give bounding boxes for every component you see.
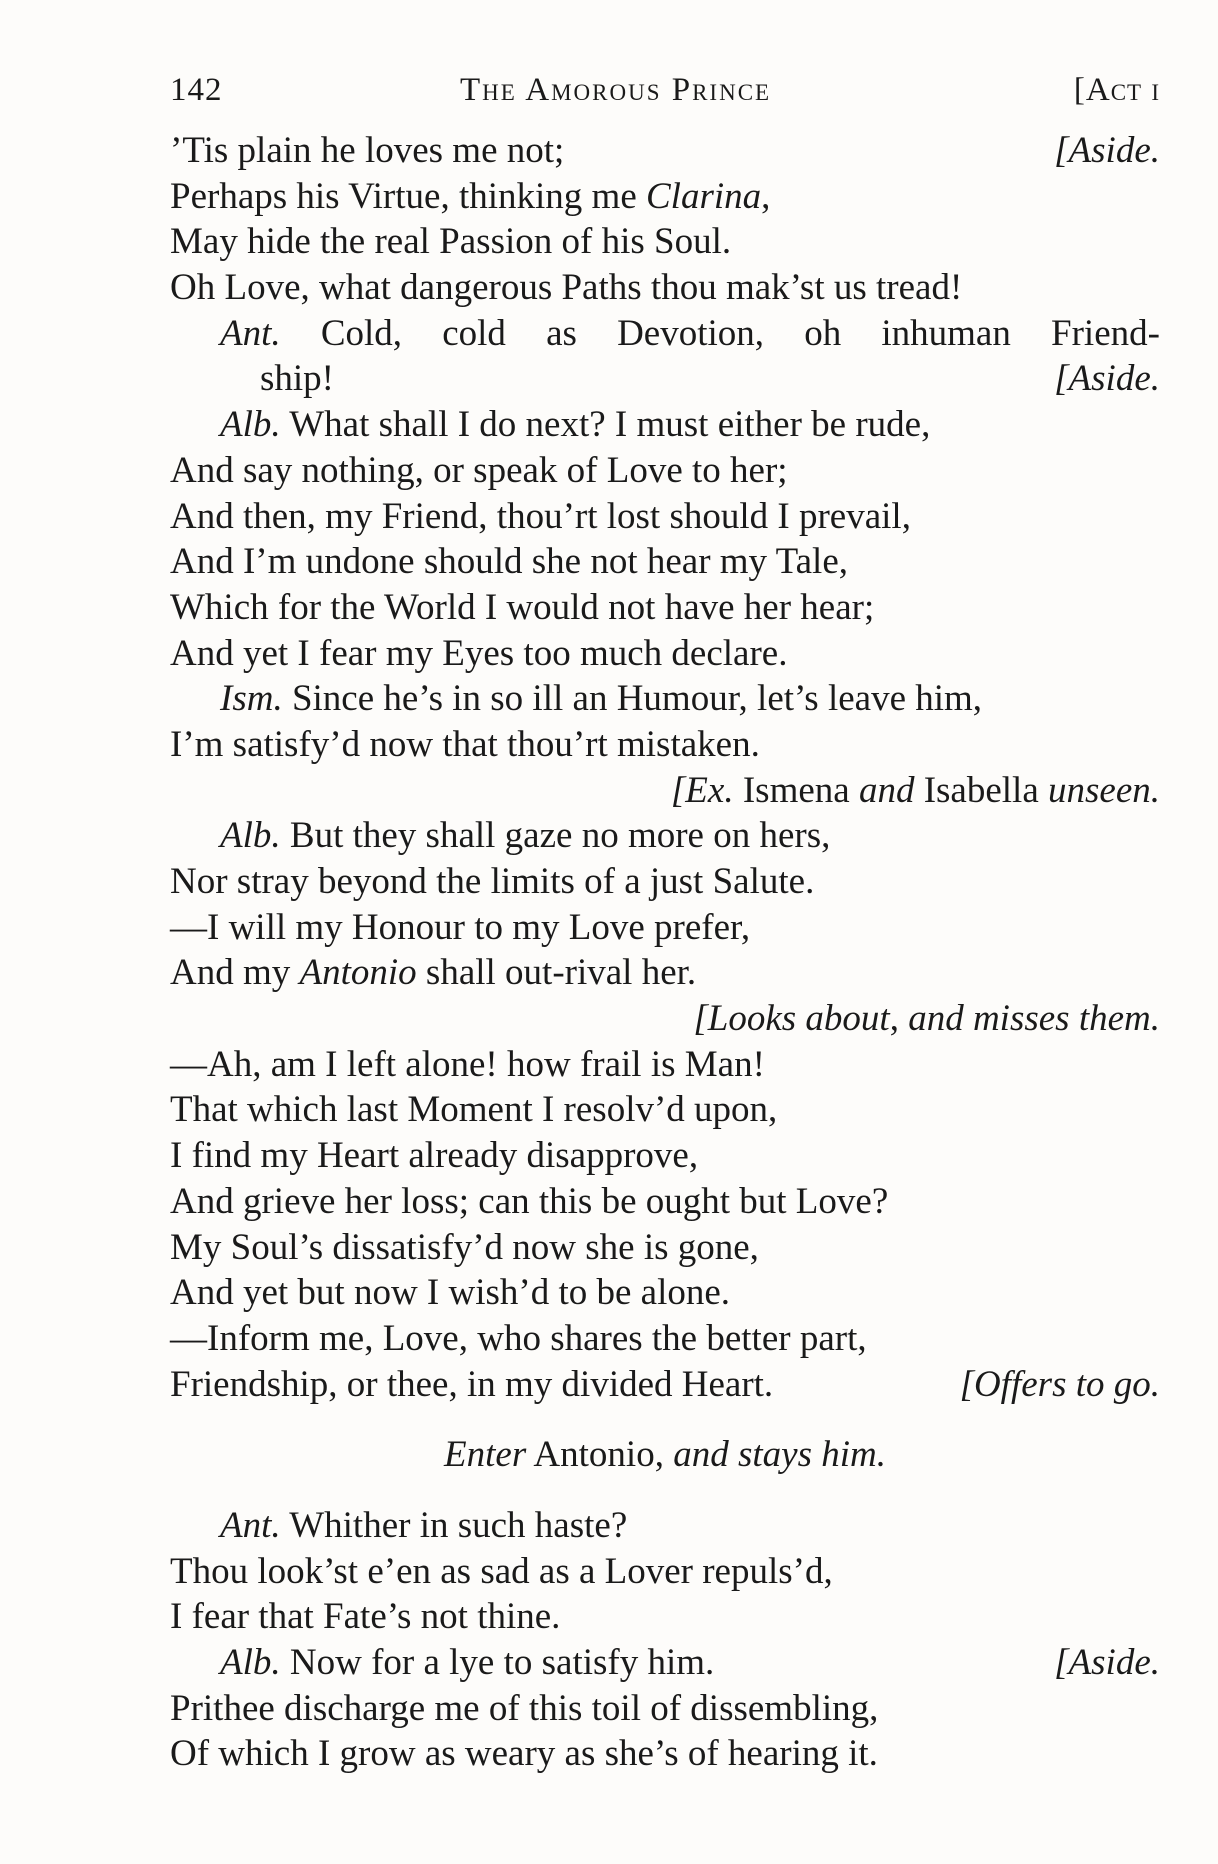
verse-text: Perhaps his Virtue, thinking me [170, 175, 646, 217]
word: cold [442, 312, 506, 354]
verse-line [170, 1503, 1160, 1549]
verse-line [170, 539, 1160, 585]
verse-line [170, 676, 1160, 722]
verse-text: Thou look’st e’en as sad as a Lover repuls’d, [170, 1550, 833, 1592]
stage-direction: Enter [444, 1434, 527, 1476]
verse-line [170, 1362, 1160, 1408]
stage-direction: [Offers to go. [959, 1363, 1160, 1405]
verse-text: Since he’s in so ill an Humour, let’s leave him, [282, 678, 983, 720]
verse-text: I fear that Fate’s not thine. [170, 1596, 561, 1638]
stage-direction: [Aside. [1054, 358, 1160, 400]
word: inhuman [881, 312, 1011, 354]
verse-text: And then, my Friend, thou’rt lost should I prevail, [170, 495, 911, 537]
character-name: Antonio, [526, 1434, 674, 1476]
verse-text: That which last Moment I resolv’d upon, [170, 1089, 778, 1131]
verse-text: Which for the World I would not have her hear; [170, 586, 875, 628]
verse-text: Prithee discharge me of this toil of dissembling, [170, 1687, 879, 1729]
stage-direction: and [858, 769, 915, 811]
verse-line [170, 1316, 1160, 1362]
speaker-name: Alb. [220, 815, 281, 857]
verse-text: My Soul’s dissatisfy’d now she is gone, [170, 1226, 759, 1268]
verse-line [170, 859, 1160, 905]
verse-line [170, 311, 1160, 357]
stage-direction: [Aside. [1054, 130, 1160, 171]
word: oh [804, 312, 842, 354]
character-name: Clarina [646, 175, 762, 217]
spacer [170, 1478, 1160, 1503]
word: Cold, [320, 312, 403, 354]
speaker-name: Alb. [220, 1642, 281, 1683]
verse-text: Now for a lye to satisfy him. [280, 1642, 715, 1683]
verse-text: —Ah, am I left alone! how frail is Man! [170, 1043, 765, 1085]
verse-text: Oh Love, what dangerous Paths thou mak’st us tread! [170, 267, 963, 309]
character-name: Antonio [299, 952, 417, 994]
verse-line [170, 174, 1160, 220]
verse-text: I’m satisfy’d now that thou’rt mistaken. [170, 723, 760, 765]
verse-text: And grieve her loss; can this be ought but Love? [170, 1180, 889, 1222]
verse-line [170, 905, 1160, 951]
verse-text: Of which I grow as weary as she’s of hearing it. [170, 1733, 878, 1775]
stage-direction: [Ex. [670, 769, 734, 811]
running-header [170, 72, 1160, 112]
verse-line [170, 1087, 1160, 1133]
verse-line [170, 402, 1160, 448]
word: Devotion, [617, 312, 765, 354]
stage-direction: unseen. [1048, 769, 1160, 811]
verse-line [170, 356, 1160, 402]
verse-text: Friendship, or thee, in my divided Heart. [170, 1363, 774, 1405]
verse-line [170, 1270, 1160, 1316]
stage-direction: [Looks about [693, 998, 890, 1040]
stage-direction: and stays him. [673, 1434, 886, 1476]
verse-text: Whither in such haste? [280, 1504, 628, 1546]
verse-line [170, 448, 1160, 494]
verse-text: May hide the real Passion of his Soul. [170, 221, 732, 263]
page-number: 142 [170, 72, 223, 108]
speaker-name: Ant. [220, 1504, 281, 1546]
word: Friend- [1051, 312, 1160, 354]
word: as [546, 312, 577, 354]
entrance-direction [170, 1432, 1160, 1478]
verse-text: ’Tis plain he loves me not; [170, 130, 565, 171]
verse-text: —I will my Honour to my Love prefer, [170, 906, 751, 948]
verse-line [170, 1686, 1160, 1732]
verse-text: And my [170, 952, 300, 994]
verse-line [170, 1133, 1160, 1179]
verse-line [170, 219, 1160, 265]
speaker-name: Ant. [220, 312, 281, 354]
verse-text: And yet I fear my Eyes too much declare. [170, 632, 788, 674]
stage-direction: [Aside. [1054, 1642, 1160, 1683]
verse-text: And I’m undone should she not hear my Tale, [170, 541, 849, 583]
verse-line [170, 1549, 1160, 1595]
verse-line [170, 631, 1160, 677]
verse-line [170, 1225, 1160, 1271]
punctuation: , [761, 175, 771, 217]
act-marker: [Act i [1073, 72, 1160, 108]
verse-line [170, 585, 1160, 631]
punctuation: , [889, 998, 909, 1040]
verse-line [170, 1179, 1160, 1225]
stage-direction: and misses them. [908, 998, 1160, 1040]
verse-text: And say nothing, or speak of Love to her; [170, 449, 788, 491]
verse-line [170, 494, 1160, 540]
stage-direction-line [170, 996, 1160, 1042]
verse-text: shall out-rival her. [416, 952, 697, 994]
verse-line [170, 950, 1160, 996]
verse-line [170, 1042, 1160, 1088]
verse-line [170, 1640, 1160, 1686]
verse-text: And yet but now I wish’d to be alone. [170, 1272, 731, 1314]
verse-line [170, 813, 1160, 859]
verse-text: What shall I do next? I must either be rude, [280, 404, 931, 446]
verse-text: Nor stray beyond the limits of a just Salute. [170, 861, 815, 902]
speaker-name: Ism. [220, 678, 283, 720]
verse-text: I find my Heart already disapprove, [170, 1135, 699, 1177]
verse-text: But they shall gaze no more on hers, [280, 815, 831, 857]
verse-line [170, 1594, 1160, 1640]
character-name: Ismena [733, 769, 859, 811]
verse-text: ship! [260, 358, 334, 400]
stage-direction-line [170, 768, 1160, 814]
running-title: The Amorous Prince [460, 72, 772, 108]
speaker-name: Alb. [220, 404, 281, 446]
character-name: Isabella [914, 769, 1048, 811]
spacer [170, 1407, 1160, 1432]
verse-text: —Inform me, Love, who shares the better part, [170, 1317, 867, 1359]
verse-line [170, 1731, 1160, 1777]
play-text [170, 128, 1160, 1777]
verse-line [170, 265, 1160, 311]
verse-line [170, 722, 1160, 768]
verse-line [170, 128, 1160, 174]
